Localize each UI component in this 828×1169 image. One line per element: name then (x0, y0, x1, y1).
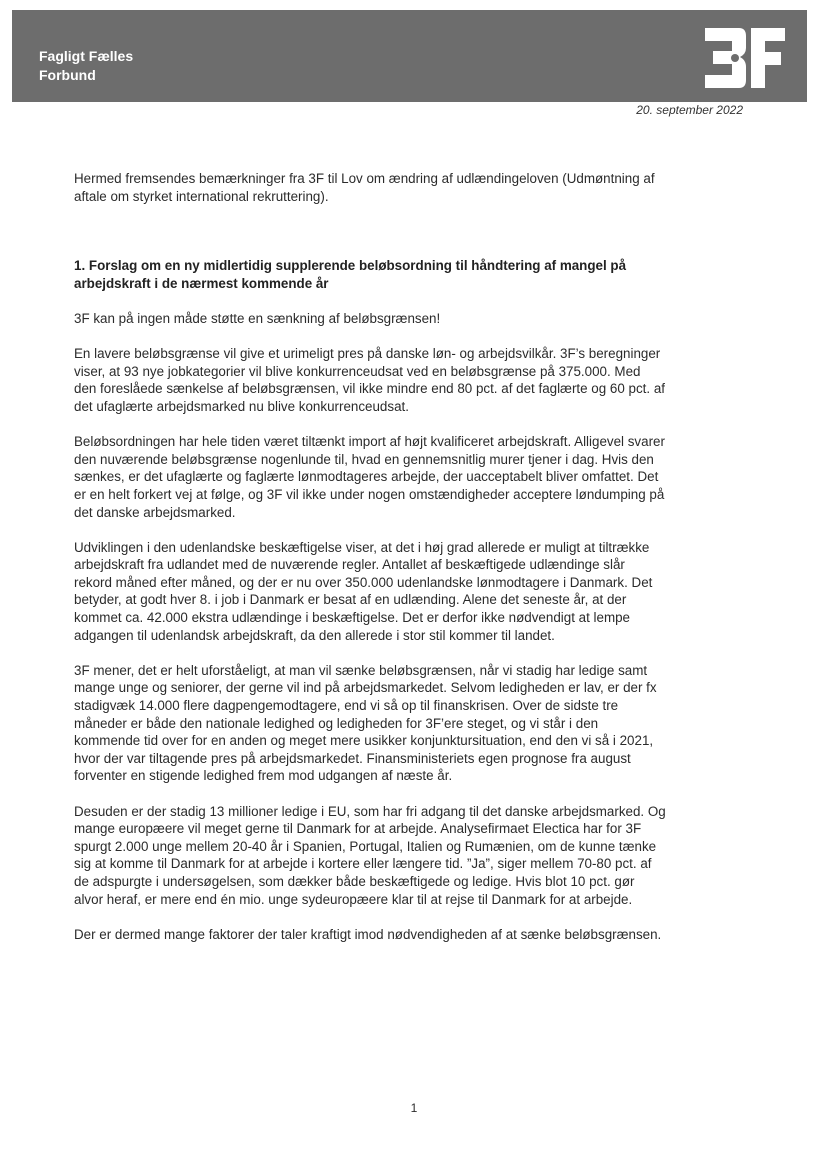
organization-name-line1: Fagligt Fælles (39, 48, 134, 64)
body-paragraph: Desuden er der stadig 13 millioner ledige i EU, som har fri adgang til det danske arbejdsmarked. Og mange europæere vil meget gerne til Danmark for at arbejde. Analysefirmaet Electica har for 3F spurgt 2.000 unge mellem 20-40 år i Spanien, Portugal, Italien og Rumænien, om de kunne tænke sig at komme til Danmark for at arbejde i kortere eller længere tid. ”Ja”, siger mellem 70-80 pct. af de adspurgte i undersøgelsen, som dækker både beskæftigede og ledige. Hvis blot 10 pct. gør alvor heraf, er mere end én mio. unge sydeuropæere klar til at rejse til Danmark for at arbejde. (74, 803, 666, 907)
3f-logo (699, 24, 789, 92)
letter-body (74, 170, 666, 961)
body-paragraph: 3F mener, det er helt uforståeligt, at man vil sænke beløbsgrænsen, når vi stadig har ledige samt mange unge og seniorer, der gerne vil ind på arbejdsmarkedet. Selvom ledigheden er lav, er der fx stadigvæk 14.000 flere dagpengemodtagere, end vi så op til finanskrisen. Over de sidste tre måneder er både den nationale ledighed og ledigheden for 3F’ere steget, og vi står i den kommende tid over for en anden og meget mere usikker konjunktursituation, end den vi så i 2021, hvor der var tiltagende pres på arbejdsmarkedet. Finansministeriets egen prognose fra august forventer en stigende ledighed frem mod udgangen af næste år. (74, 662, 657, 784)
letterhead-banner (12, 10, 807, 102)
body-paragraph: Beløbsordningen har hele tiden været tiltænkt import af højt kvalificeret arbejdskraft. Alligevel svarer den nuværende beløbsgrænse nogenlunde til, hvad en gennemsnitlig murer tjener i dag. Hvis den sænkes, er det ufaglærte og faglærte lønmodtageres arbejde, der uacceptabelt bliver omfattet. Det er en helt forkert vej at følge, og 3F vil ikke under nogen omstændigheder acceptere løndumping på det danske arbejdsmarked. (74, 434, 665, 520)
section-heading: 1. Forslag om en ny midlertidig supplerende beløbsordning til håndtering af mangel på arbejdskraft i de nærmest kommende år (74, 258, 627, 291)
body-paragraph: Der er dermed mange faktorer der taler kraftigt imod nødvendigheden af at sænke beløbsgrænsen. (74, 926, 662, 942)
letter-date: 20. september 2022 (636, 103, 743, 117)
body-paragraph: Udviklingen i den udenlandske beskæftigelse viser, at det i høj grad allerede er muligt at tiltrække arbejdskraft fra udlandet med de nuværende regler. Antallet af beskæftigede udlændinge slår rekord måned efter måned, og der er nu over 350.000 udenlandske lønmodtagere i Danmark. Det betyder, at godt hver 8. i job i Danmark er besat af en udlænding. Alene det seneste år, at der kommet ca. 42.000 ekstra udlændinge i beskæftigelse. Det er derfor ikke nødvendigt at lempe adgangen til udenlandsk arbejdskraft, da den allerede i stor stil kommer til landet. (74, 539, 653, 643)
body-paragraph: 3F kan på ingen måde støtte en sænkning af beløbsgrænsen! (74, 310, 441, 326)
organization-name (39, 47, 133, 85)
intro-paragraph: Hermed fremsendes bemærkninger fra 3F til Lov om ændring af udlændingeloven (Udmøntning af aftale om styrket international rekruttering). (74, 171, 655, 204)
body-paragraph: En lavere beløbsgrænse vil give et urimeligt pres på danske løn- og arbejdsvilkår. 3F’s beregninger viser, at 93 nye jobkategorier vil blive konkurrenceudsat ved en beløbsgrænse på 375.000. Med den foreslåede sænkelse af beløbsgrænsen, vil ikke mindre end 80 pct. af det faglærte og 60 pct. af det ufaglærte arbejdsmarked nu blive konkurrenceudsat. (74, 346, 666, 414)
page-number: 1 (410, 1101, 418, 1115)
organization-name-line2: Forbund (39, 67, 96, 83)
